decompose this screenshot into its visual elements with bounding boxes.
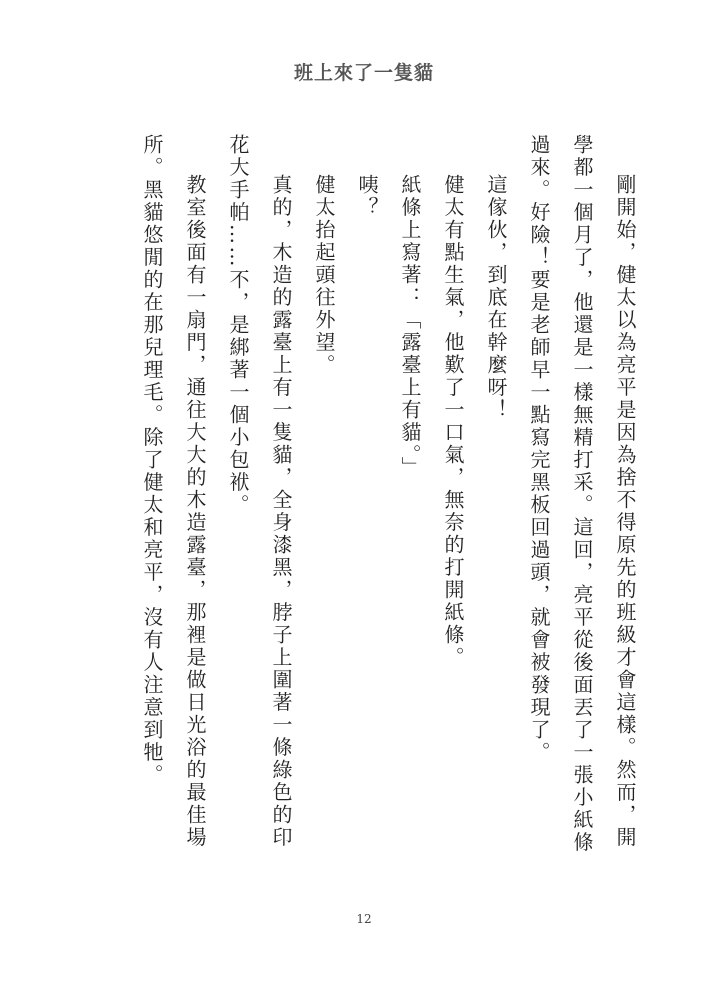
paragraph-7: 真的，木造的露臺上有一隻貓，全身漆黑，脖子上圍著一條綠色的印花大手帕……不，是綁著一個小包袱。 — [226, 134, 293, 849]
paragraph-5: 咦？ — [355, 174, 379, 219]
paragraph-3: 健太有點生氣，他歎了一口氣，無奈的打開紙條。 — [441, 174, 465, 669]
paragraph-8: 教室後面有一扇門，通往大大的木造露臺，那裡是做日光浴的最佳場所。黑貓悠閒的在那兒理毛。除了健太和亮平，沒有人注意到牠。 — [140, 134, 207, 849]
paragraph-4: 紙條上寫著：「露臺上有貓。」 — [398, 174, 422, 479]
book-title-header: 班上來了一隻貓 — [293, 62, 434, 84]
paragraph-6: 健太抬起頭往外望。 — [312, 174, 336, 377]
paragraph-1: 剛開始，健太以為亮平是因為捨不得原先的班級才會這樣。然而，開學都一個月了，他還是一樣無精打采。這回，亮平從後面丟了一張小紙條過來。好險！要是老師早一點寫完黑板回過頭，就會被發現了。 — [527, 134, 637, 854]
story-body — [86, 134, 646, 856]
paragraph-2: 這傢伙，到底在幹麼呀！ — [484, 174, 508, 422]
page-number: 12 — [356, 912, 372, 926]
